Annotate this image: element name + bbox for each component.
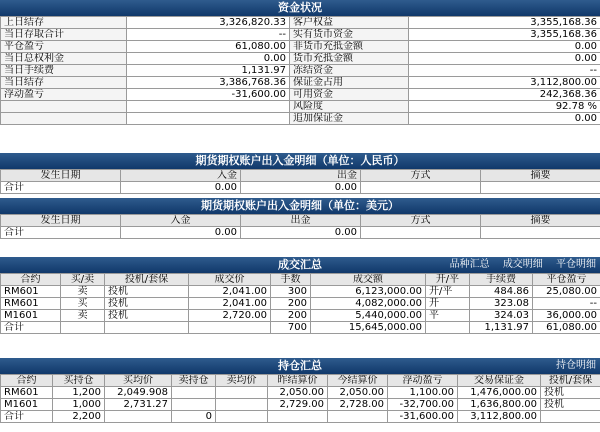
usd-col: 方式 bbox=[361, 215, 481, 227]
funds-header bbox=[0, 0, 600, 16]
link-position-detail[interactable]: 持仓明细 bbox=[556, 360, 596, 371]
usd-total-summary bbox=[481, 227, 600, 239]
funds-value: 3,326,820.33 bbox=[127, 17, 290, 29]
positions-cell bbox=[216, 399, 268, 411]
positions-total-cell: 合计 bbox=[1, 411, 53, 423]
table-row bbox=[1, 399, 600, 411]
trades-header bbox=[0, 257, 600, 273]
positions-cell: -32,700.00 bbox=[388, 399, 458, 411]
funds-row bbox=[1, 17, 600, 29]
positions-cell: 2,050.00 bbox=[328, 387, 388, 399]
funds-value: 3,386,768.36 bbox=[127, 77, 290, 89]
positions-total-cell bbox=[216, 411, 268, 423]
trades-cell: 2,041.00 bbox=[189, 286, 271, 298]
trades-cell: RM601 bbox=[1, 286, 61, 298]
cny-total-out: 0.00 bbox=[241, 182, 361, 194]
positions-column-header: 卖持仓 bbox=[172, 375, 216, 387]
positions-column-header: 今结算价 bbox=[328, 375, 388, 387]
trades-total-cell: 700 bbox=[271, 322, 311, 334]
usd-col: 摘要 bbox=[481, 215, 600, 227]
funds-label: 平仓盈亏 bbox=[1, 41, 127, 53]
cny-header-row bbox=[1, 170, 600, 182]
funds-value: 92.78 % bbox=[409, 101, 600, 113]
trades-cell: 2,720.00 bbox=[189, 310, 271, 322]
trades-total-cell: 1,131.97 bbox=[470, 322, 533, 334]
trades-section bbox=[0, 257, 600, 334]
funds-value: 3,112,800.00 bbox=[409, 77, 600, 89]
positions-header-row bbox=[1, 375, 600, 387]
trades-total-cell bbox=[61, 322, 105, 334]
trades-cell: 4,082,000.00 bbox=[311, 298, 426, 310]
trades-cell: 200 bbox=[271, 298, 311, 310]
positions-total-cell bbox=[328, 411, 388, 423]
trades-title: 成交汇总 bbox=[278, 258, 322, 271]
trades-column-header: 平仓盈亏 bbox=[533, 274, 600, 286]
funds-value: 0.00 bbox=[127, 53, 290, 65]
funds-label: 上日结存 bbox=[1, 17, 127, 29]
trades-cell: 6,123,000.00 bbox=[311, 286, 426, 298]
cny-table bbox=[0, 169, 600, 194]
funds-value: 242,368.36 bbox=[409, 89, 600, 101]
positions-total-row bbox=[1, 411, 600, 423]
funds-value: 3,355,168.36 bbox=[409, 29, 600, 41]
usd-total-label: 合计 bbox=[1, 227, 121, 239]
positions-cell: RM601 bbox=[1, 387, 53, 399]
funds-row bbox=[1, 41, 600, 53]
funds-row bbox=[1, 113, 600, 125]
positions-total-cell bbox=[541, 411, 600, 423]
trades-total-cell: 61,080.00 bbox=[533, 322, 600, 334]
positions-column-header: 浮动盈亏 bbox=[388, 375, 458, 387]
usd-title: 期货期权账户出入金明细（单位：美元） bbox=[201, 199, 399, 212]
funds-label: 当日总权利金 bbox=[1, 53, 127, 65]
trades-column-header: 手续费 bbox=[470, 274, 533, 286]
positions-cell: 1,000 bbox=[53, 399, 105, 411]
usd-col: 入金 bbox=[121, 215, 241, 227]
positions-column-header: 买持仓 bbox=[53, 375, 105, 387]
positions-cell: 1,636,800.00 bbox=[458, 399, 541, 411]
trades-cell: 5,440,000.00 bbox=[311, 310, 426, 322]
positions-cell: 2,729.00 bbox=[268, 399, 328, 411]
funds-label: 非货币充抵金额 bbox=[290, 41, 409, 53]
positions-section bbox=[0, 358, 600, 423]
link-close-detail[interactable]: 平仓明细 bbox=[556, 259, 596, 270]
cny-col: 摘要 bbox=[481, 170, 600, 182]
positions-total-cell bbox=[268, 411, 328, 423]
trades-cell: 卖 bbox=[61, 286, 105, 298]
positions-cell bbox=[172, 399, 216, 411]
funds-value: -31,600.00 bbox=[127, 89, 290, 101]
trades-cell: 买 bbox=[61, 298, 105, 310]
positions-cell: 2,728.00 bbox=[328, 399, 388, 411]
trades-column-header: 投机/套保 bbox=[105, 274, 189, 286]
funds-value: 0.00 bbox=[409, 113, 600, 125]
funds-label: 追加保证金 bbox=[290, 113, 409, 125]
usd-col: 出金 bbox=[241, 215, 361, 227]
trades-cell: 200 bbox=[271, 310, 311, 322]
funds-row bbox=[1, 29, 600, 41]
cny-total-method bbox=[361, 182, 481, 194]
positions-cell: 2,050.00 bbox=[268, 387, 328, 399]
funds-label: 实有货币资金 bbox=[290, 29, 409, 41]
funds-value: 3,355,168.36 bbox=[409, 17, 600, 29]
positions-total-cell: 2,200 bbox=[53, 411, 105, 423]
funds-title: 资金状况 bbox=[278, 1, 322, 14]
trades-total-cell: 合计 bbox=[1, 322, 61, 334]
positions-cell: 投机 bbox=[541, 399, 600, 411]
table-row bbox=[1, 387, 600, 399]
positions-cell: M1601 bbox=[1, 399, 53, 411]
funds-label: 浮动盈亏 bbox=[1, 89, 127, 101]
positions-cell: 2,049.908 bbox=[105, 387, 172, 399]
funds-row bbox=[1, 77, 600, 89]
cny-col: 入金 bbox=[121, 170, 241, 182]
trades-column-header: 开/平 bbox=[426, 274, 470, 286]
positions-cell: 投机 bbox=[541, 387, 600, 399]
cny-section bbox=[0, 153, 600, 194]
positions-header bbox=[0, 358, 600, 374]
positions-column-header: 卖均价 bbox=[216, 375, 268, 387]
trades-cell: 2,041.00 bbox=[189, 298, 271, 310]
positions-table bbox=[0, 374, 600, 423]
trades-cell: -- bbox=[533, 298, 600, 310]
funds-table bbox=[0, 16, 600, 125]
usd-header-row bbox=[1, 215, 600, 227]
trades-cell: 投机 bbox=[105, 298, 189, 310]
positions-cell bbox=[216, 387, 268, 399]
table-row bbox=[1, 310, 600, 322]
funds-value: 1,131.97 bbox=[127, 65, 290, 77]
funds-row bbox=[1, 89, 600, 101]
trades-table bbox=[0, 273, 600, 334]
positions-cell: 1,476,000.00 bbox=[458, 387, 541, 399]
usd-header bbox=[0, 198, 600, 214]
trades-cell: 投机 bbox=[105, 286, 189, 298]
positions-column-header: 买均价 bbox=[105, 375, 172, 387]
funds-label: 货币充抵金额 bbox=[290, 53, 409, 65]
trades-cell: 324.03 bbox=[470, 310, 533, 322]
funds-label: 可用资金 bbox=[290, 89, 409, 101]
table-row bbox=[1, 298, 600, 310]
trades-cell: RM601 bbox=[1, 298, 61, 310]
funds-label: 客户权益 bbox=[290, 17, 409, 29]
usd-total-out: 0.00 bbox=[241, 227, 361, 239]
link-trade-detail[interactable]: 成交明细 bbox=[502, 259, 543, 270]
funds-value: 0.00 bbox=[409, 53, 600, 65]
link-variety-summary[interactable]: 品种汇总 bbox=[449, 259, 490, 270]
positions-cell: 1,200 bbox=[53, 387, 105, 399]
funds-label bbox=[1, 113, 127, 125]
cny-title: 期货期权账户出入金明细（单位：人民币） bbox=[195, 154, 405, 167]
trades-cell: 300 bbox=[271, 286, 311, 298]
cny-total-in: 0.00 bbox=[121, 182, 241, 194]
funds-row bbox=[1, 65, 600, 77]
positions-total-cell: 3,112,800.00 bbox=[458, 411, 541, 423]
funds-value: -- bbox=[127, 29, 290, 41]
usd-total-in: 0.00 bbox=[121, 227, 241, 239]
trades-column-header: 成交额 bbox=[311, 274, 426, 286]
cny-col: 出金 bbox=[241, 170, 361, 182]
trades-column-header: 合约 bbox=[1, 274, 61, 286]
funds-value: 61,080.00 bbox=[127, 41, 290, 53]
cny-total-summary bbox=[481, 182, 600, 194]
funds-label: 冻结资金 bbox=[290, 65, 409, 77]
cny-total-label: 合计 bbox=[1, 182, 121, 194]
trades-cell: 开 bbox=[426, 298, 470, 310]
trades-total-cell: 15,645,000.00 bbox=[311, 322, 426, 334]
cny-header bbox=[0, 153, 600, 169]
trades-cell: 25,080.00 bbox=[533, 286, 600, 298]
usd-col: 发生日期 bbox=[1, 215, 121, 227]
positions-cell: 2,731.27 bbox=[105, 399, 172, 411]
trades-column-header: 手数 bbox=[271, 274, 311, 286]
trades-cell: M1601 bbox=[1, 310, 61, 322]
table-row bbox=[1, 286, 600, 298]
usd-table bbox=[0, 214, 600, 239]
positions-column-header: 昨结算价 bbox=[268, 375, 328, 387]
trades-total-cell bbox=[189, 322, 271, 334]
positions-column-header: 投机/套保 bbox=[541, 375, 600, 387]
usd-total-method bbox=[361, 227, 481, 239]
funds-row bbox=[1, 53, 600, 65]
trades-links bbox=[440, 257, 596, 273]
trades-column-header: 成交价 bbox=[189, 274, 271, 286]
funds-label: 风险度 bbox=[290, 101, 409, 113]
trades-total-row bbox=[1, 322, 600, 334]
funds-label: 当日结存 bbox=[1, 77, 127, 89]
trades-total-cell bbox=[426, 322, 470, 334]
positions-links bbox=[546, 358, 596, 374]
positions-column-header: 交易保证金 bbox=[458, 375, 541, 387]
trades-header-row bbox=[1, 274, 600, 286]
funds-row bbox=[1, 101, 600, 113]
positions-total-cell bbox=[105, 411, 172, 423]
usd-total-row bbox=[1, 227, 600, 239]
positions-cell: 1,100.00 bbox=[388, 387, 458, 399]
positions-title: 持仓汇总 bbox=[278, 359, 322, 372]
trades-cell: 卖 bbox=[61, 310, 105, 322]
trades-cell: 平 bbox=[426, 310, 470, 322]
trades-total-cell bbox=[105, 322, 189, 334]
funds-label: 当日手续费 bbox=[1, 65, 127, 77]
funds-value: -- bbox=[409, 65, 600, 77]
positions-cell bbox=[172, 387, 216, 399]
funds-label bbox=[1, 101, 127, 113]
trades-cell: 36,000.00 bbox=[533, 310, 600, 322]
positions-column-header: 合约 bbox=[1, 375, 53, 387]
funds-value bbox=[127, 113, 290, 125]
cny-total-row bbox=[1, 182, 600, 194]
funds-section bbox=[0, 0, 600, 125]
positions-total-cell: 0 bbox=[172, 411, 216, 423]
trades-cell: 323.08 bbox=[470, 298, 533, 310]
funds-label: 当日存取合计 bbox=[1, 29, 127, 41]
trades-cell: 484.86 bbox=[470, 286, 533, 298]
funds-value bbox=[127, 101, 290, 113]
funds-value: 0.00 bbox=[409, 41, 600, 53]
trades-cell: 投机 bbox=[105, 310, 189, 322]
trades-column-header: 买/卖 bbox=[61, 274, 105, 286]
positions-total-cell: -31,600.00 bbox=[388, 411, 458, 423]
funds-label: 保证金占用 bbox=[290, 77, 409, 89]
cny-col: 方式 bbox=[361, 170, 481, 182]
trades-cell: 开/平 bbox=[426, 286, 470, 298]
usd-section bbox=[0, 198, 600, 239]
cny-col: 发生日期 bbox=[1, 170, 121, 182]
